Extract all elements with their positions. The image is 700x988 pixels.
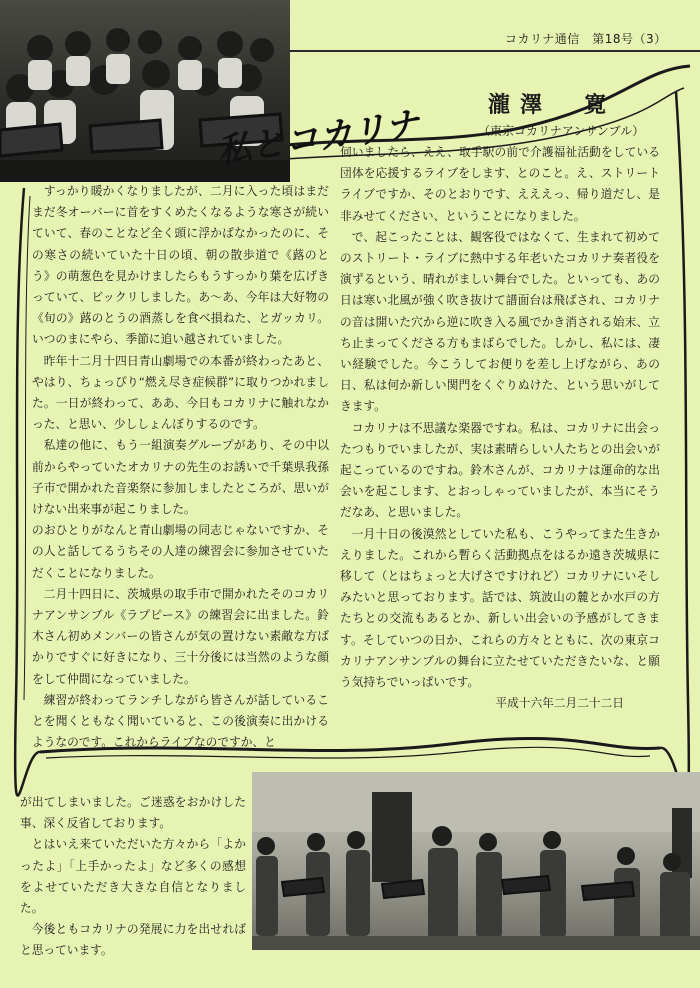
paragraph: 伺いましたら、ええ、取手駅の前で介護福祉活動をしている団体を応援するライブをします、とのこと。え、ストリートライブですか、そのとおりです、えええっ、帰り道だし、是非みせてください、ということになりました。 [340,145,660,223]
paragraph: すっかり暖かくなりましたが、二月に入った頃はまだまだ冬オーバーに首をすくめたくなるような寒さが続いていて、春のことなど全く頭に浮かばなかったのに、その寒さの続いていた十日の頃、朝の散歩道で《蕗のとう》の萌葱色を見かけましたらもうすっかり葉を広げきっていて、ビックリしました。あ～あ、今年は大好物の《旬の》蕗のとうの酒蒸しを食べ損ねた、とガッカリ。いつのまにやら、季節に追い越されていました。 [32,184,329,347]
concert-stage-photo [252,772,700,950]
paragraph: で、起こったことは、観客役ではなくて、生まれて初めてのストリート・ライブに熱中する年老いたコカリナ奏者役を演ずるという、晴れがましい舞台でした。といっても、あの日は寒い北風が強く吹き抜けて譜面台は飛ばされ、コカリナの音は開いた穴から逆に吹き入る風でかき消される始末、立ち止まってくださる方もまばらでした。しかし、私には、凄い経験でした。今こうしてお便りを差し上げながら、あの日、私は何か新しい関門をくぐりぬけた、という思いがしてきます。 [340,229,660,414]
paragraph: が出てしまいました。ご迷惑をおかけした事、深く反省しております。 [20,795,246,831]
issue-header: コカリナ通信 第18号（3） [505,32,667,46]
right-column [340,142,660,714]
author-name: 瀧澤 寛 [488,92,617,118]
paragraph: 二月十四日に、茨城県の取手市で開かれたそのコカリナアンサンブル《ラプピース》の練習会に出ました。鈴木さん初めメンバーの皆さんが気の置けない素敵な方ばかりですぐに好きになり、三十分後には当然のような顔をして仲間になっていました。 [32,586,329,686]
header-rule [288,50,700,52]
paragraph: 今後ともコカリナの発展に力を出せればと思っています。 [20,922,246,958]
left-column [32,181,329,753]
paragraph: 私達の他に、もう一組演奏グループがあり、その中以前からやっていたオカリナの先生のお誘いで千葉県我孫子市で開かれた音楽祭に参加しましたところが、思いがけない出来事が起こりました。 [32,438,329,517]
paragraph: 一月十日の後漠然としていた私も、こうやってまた生きかえりました。これから暫らく活動拠点をはるか遠き茨城県に移して（とはちょっと大げさですけれど）コカリナにいそしみたいと思っております。話では、筑波山の麓とか水戸の方たちとの交流もあるとか、新しい出会いの予感がしてきます。そしていつの日か、これらの方々とともに、次の東京コカリナアンサンブルの舞台に立たせていただきたいな、と願う気持ちでいっぱいです。 [340,526,660,690]
author-group: （東京コカリナアンサンブル） [478,124,645,138]
date-line: 平成十六年二月二十二日 [495,696,624,711]
bottom-column [20,792,246,962]
article-title: 私とコカリナ [214,104,422,172]
paragraph: のおひとりがなんと青山劇場の同志じゃないですか、その人と話してるうちその人達の練習会に参加させていただくことになりました。 [32,523,329,580]
paragraph: とはいえ来ていただいた方々から「よかったよ」「上手かったよ」など多くの感想をよせていただき大きな自信となりました。 [20,837,246,916]
paragraph: 昨年十二月十四日青山劇場での本番が終わったあと、やはり、ちょっぴり“燃え尽き症候群”に取りつかれました。一日が終わって、ああ、今日もコカリナに触れなかった、と思い、少ししょんぼりするのです。 [32,353,329,432]
paragraph: コカリナは不思議な楽器ですね。私は、コカリナに出会ったつもりでいましたが、実は素晴らしい人たちとの出会いが起こっているのですね。鈴木さんが、コカリナは運命的な出会いを起こします、とおっしゃっていましたが、本当にそうだなあ、と思いました。 [340,420,660,520]
paragraph: 練習が終わってランチしながら皆さんが話していることを聞くともなく聞いていると、この後演奏に出かけるようなのです。これからライブなのですか、と [32,692,329,750]
